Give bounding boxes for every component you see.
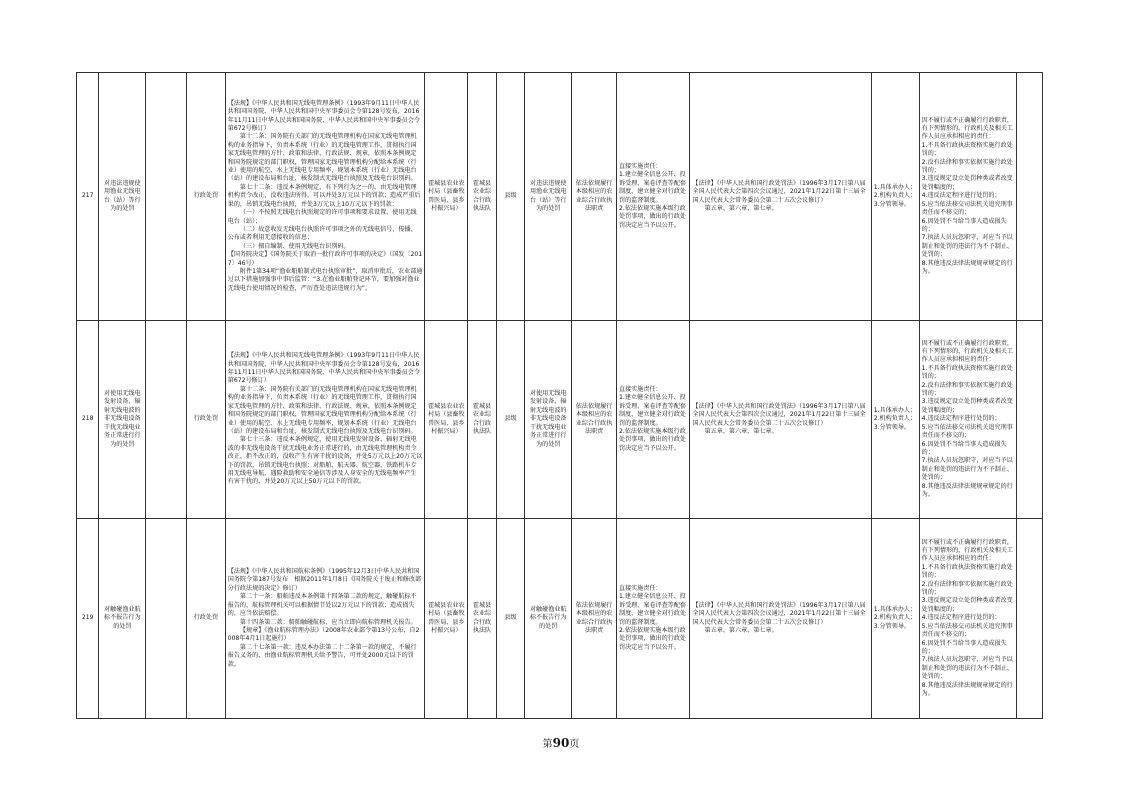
liability-cell-line: 4.违反法定程序进行处罚的； bbox=[921, 614, 1001, 622]
basis-cell bbox=[225, 73, 425, 321]
basis-cell bbox=[225, 321, 425, 519]
duties-cell bbox=[617, 73, 690, 321]
table-row bbox=[77, 321, 1043, 519]
exec-cell: 霍城县农业综合行政执法队 bbox=[468, 321, 497, 519]
item-cell: 对触碰渔业航标不报告行为的处罚 bbox=[525, 519, 572, 719]
acc-chapters: 第五章、第六章、第七章。 bbox=[704, 626, 778, 634]
liability-cell-line: 6.因处罚不当给当事人造成损失的； bbox=[921, 217, 1007, 233]
blank-cell bbox=[1017, 321, 1043, 519]
seq-cell: 218 bbox=[77, 321, 99, 519]
duties-cell-line: 1.建立健全信息公开、投诉受理、案卷评查等配套制度，建立健全对行政处罚的监督制度。 bbox=[619, 394, 687, 427]
blank-cell bbox=[146, 519, 187, 719]
page-prefix: 第 bbox=[542, 739, 553, 750]
liability-cell-line: 3.违反规定设立处罚种类或者改变处罚幅度的； bbox=[921, 597, 1013, 613]
type-cell: 行政处罚 bbox=[187, 73, 226, 321]
blank-cell bbox=[1017, 73, 1043, 321]
basis-line: （二）故意收发无线电台执照许可事项之外的无线电信号，传播、公布或者利用无意接收的信息； bbox=[227, 225, 417, 242]
duties-cell-line: 2.依法依规实施本级行政处罚事项，做出的行政处罚决定应当予以公开。 bbox=[619, 626, 687, 651]
org-cell: 霍城县农业农村局（县畜牧兽医局、县乡村振兴局） bbox=[425, 321, 468, 519]
liability-cell-line: 4.违反法定程序进行处罚的； bbox=[921, 192, 1001, 200]
authority-table bbox=[76, 72, 1043, 719]
duties-cell-line: 2.依法依规实施本级行政处罚事项，做出的行政处罚决定应当予以公开。 bbox=[619, 204, 687, 229]
liability-cell-line: 3.违反规定设立处罚种类或者改变处罚幅度的； bbox=[921, 175, 1013, 191]
acc-basis: 【法律】《中华人民共和国行政处罚法》（1996年3月17日第八届全国人民代表大会第四次会议通过，2021年1月22日第十三届全国人民代表大会常务委员会第二十五次会议修订） bbox=[692, 601, 866, 626]
liability-cell-line: 2.没有法律和事实依据实施行政处罚的； bbox=[921, 158, 1013, 175]
table-row bbox=[77, 519, 1043, 719]
subjects-cell-line: 2.机构负责人； bbox=[873, 415, 917, 423]
liability-cell-line: 因不履行或不正确履行行政职责，有下列情形的，行政机关及相关工作人员应承担相应的责任： bbox=[921, 339, 1014, 364]
subjects-cell-line: 1.具体承办人； bbox=[873, 406, 917, 414]
basis-line: 【法规】《中华人民共和国航标条例》（1995年12月3日中华人民共和国国务院令第187号发布 根据2011年1月8日《国务院关于废止和修改部分行政法规的决定》修订） bbox=[227, 568, 422, 592]
duties-cell bbox=[617, 321, 690, 519]
liability-cell-line: 6.因处罚不当给当事人造成损失的； bbox=[921, 440, 1007, 456]
liability-cell-line: 7.执法人员玩忽职守，对应当予以制止和处罚的违法行为不予制止、处罚的； bbox=[921, 234, 1014, 259]
basis-line: 【国务院决定】《国务院关于取消一批行政许可事项的决定》（国发〔2017〕46号） bbox=[227, 251, 423, 267]
subjects-cell-line: 2.机构负责人； bbox=[873, 614, 917, 622]
liability-cell-line: 1.不具备行政执法资格实施行政处罚的； bbox=[921, 364, 1013, 381]
name-cell: 对触碰渔业航标不报告行为的处罚 bbox=[99, 519, 146, 719]
blank-cell bbox=[1017, 519, 1043, 719]
blank-cell bbox=[146, 321, 187, 519]
liability-cell bbox=[919, 519, 1017, 719]
liability-cell-line: 5.应当依法移交司法机关追究刑事责任而不移交的； bbox=[921, 423, 1013, 440]
item-cell: 对违法违规使用渔业无线电台（站）等行为的处罚 bbox=[525, 73, 572, 321]
liability-cell-line: 6.因处罚不当给当事人造成损失的； bbox=[921, 639, 1007, 655]
subjects-cell bbox=[871, 519, 919, 719]
liability-cell-line: 8.其他违反法律法规规章规定的行为。 bbox=[921, 259, 1013, 275]
subjects-cell bbox=[871, 321, 919, 519]
level-cell: 县级 bbox=[496, 519, 525, 719]
duties-cell-line: 直接实施责任： bbox=[619, 385, 662, 393]
subjects-cell-line: 1.具体承办人； bbox=[873, 183, 917, 191]
duties-cell bbox=[617, 519, 690, 719]
liability-cell-line: 2.没有法律和事实依据实施行政处罚的； bbox=[921, 580, 1013, 597]
name-cell: 对使用无线电发射设备、辐射无线电波的非无线电设备干扰无线电业务正常进行行为的处罚 bbox=[99, 321, 146, 519]
liability-cell-line: 因不履行或不正确履行行政职责，有下列情形的，行政机关及相关工作人员应承担相应的责任： bbox=[921, 116, 1014, 141]
accountability-cell bbox=[690, 321, 871, 519]
liability-cell-line: 8.其他违反法律法规规章规定的行为。 bbox=[921, 681, 1013, 697]
basis-line: 【法规】《中华人民共和国无线电管理条例》（1993年9月11日中华人民共和国国务院、中华人民共和国中央军事委员会令第128号发布，2016年11月11日中华人民共和国国务院、中华人民共和国中央军事委员会令第672号修订） bbox=[227, 99, 420, 133]
basis-line: 第七十三条：违反本条例规定，使用无线电发射设备、辐射无线电波的非无线电设备干扰无线电业务正常进行的，由无线电管理机构责令改正，拒不改正的，没收产生有害干扰的设备，并处5万元以上20万元以下的罚款，吊销无线电台执照；对船舶、航天器、航空器、铁路机车专用无线电导航、遇险救助和安全通信等涉及人身安全的无线电频率产生有害干扰的，并处20万元以上50万元以下的罚款。 bbox=[227, 436, 423, 486]
basis-line: （一）不按照无线电台执照规定的许可事项和要求设置、使用无线电台（站）； bbox=[227, 209, 417, 225]
acc-basis: 【法律】《中华人民共和国行政处罚法》（1996年3月17日第八届全国人民代表大会第四次会议通过，2021年1月22日第十三届全国人民代表大会常务委员会第二十五次会议修订） bbox=[692, 402, 866, 427]
basis-line: 第二十七条第一款：违反本办法第二十二条第一款的规定，不履行报告义务的，由渔业航标管理机关给予警告，可并处2000元以下的罚款。 bbox=[227, 643, 417, 668]
basis-line: 【法规】《中华人民共和国无线电管理条例》（1993年9月11日中华人民共和国国务院、中华人民共和国中央军事委员会令第128号发布，2016年11月11日中华人民共和国国务院、中华人民共和国中央军事委员会令第672号修订） bbox=[227, 352, 420, 385]
duties-cell-line: 2.依法依规实施本级行政处罚事项，做出的行政处罚决定应当予以公开。 bbox=[619, 427, 687, 452]
basis-line: 附件1第34项“渔业船舶制式电台执照审批”，取消审批后，农业部通过以下措施加强事中事后监管：“3.在渔业船舶登记环节，要加强对渔业无线电台使用情况的检查，严厉查处违法违规行为”。 bbox=[227, 267, 423, 292]
level-cell: 县级 bbox=[496, 321, 525, 519]
type-cell: 行政处罚 bbox=[187, 321, 226, 519]
table-row bbox=[77, 73, 1043, 321]
duties-cell-line: 直接实施责任： bbox=[619, 162, 662, 170]
accountability-cell bbox=[690, 519, 871, 719]
basis-line: 第十二条：国务院有关部门的无线电管理机构在国家无线电管理机构的业务指导下，负责本系统（行业）的无线电管理工作，贯彻执行国家无线电管理的方针、政策和法律、行政法规、规章，依照本条例规定和国务院规定的部门职权，管理国家无线电管理机构分配给本系统（行业）使用的航空、水上无线电专用频率，规划本系统（行业）无线电台（站）的建设布局和台址，核发制式无线电台执照及无线电台识别码。 bbox=[227, 385, 417, 435]
exec-cell: 霍城县农业综合行政执法队 bbox=[468, 73, 497, 321]
basis-line: 第二十一条：船舶违反本条例第十四条第二款的规定，触碰航标不报告的，航标管理机关可以根据情节处以2万元以下的罚款；造成损失的，应当依法赔偿。 bbox=[227, 593, 417, 618]
liability-cell-line: 1.不具备行政执法资格实施行政处罚的； bbox=[921, 141, 1013, 158]
subjects-cell-line: 2.机构负责人； bbox=[873, 192, 917, 200]
subjects-cell-line: 3.分管领导。 bbox=[873, 622, 911, 630]
page-suffix: 页 bbox=[569, 739, 580, 750]
basis-line: （三）擅自编制、使用无线电台识别码。 bbox=[239, 242, 350, 250]
subjects-cell-line: 3.分管领导。 bbox=[873, 423, 911, 431]
duty-basis-cell: 依法依规履行本级相应的农业综合行政执法职责 bbox=[572, 73, 617, 321]
acc-chapters: 第五章、第六章、第七章。 bbox=[704, 204, 778, 212]
liability-cell-line: 8.其他违反法律法规规章规定的行为。 bbox=[921, 482, 1013, 498]
duties-cell-line: 直接实施责任： bbox=[619, 584, 662, 592]
basis-line: 【规章】《渔业航标管理办法》（2008年农业部令第13号公布，自2008年4月1日起施行） bbox=[227, 626, 420, 643]
seq-cell: 219 bbox=[77, 519, 99, 719]
subjects-cell-line: 1.具体承办人； bbox=[873, 605, 917, 613]
liability-cell-line: 4.违反法定程序进行处罚的； bbox=[921, 415, 1001, 423]
basis-line: 第十四条第二款：船舶触碰航标，应当立即向航标管理机关报告。 bbox=[239, 618, 417, 626]
seq-cell: 217 bbox=[77, 73, 99, 321]
liability-cell-line: 2.没有法律和事实依据实施行政处罚的； bbox=[921, 381, 1013, 398]
liability-cell-line: 1.不具备行政执法资格实施行政处罚的； bbox=[921, 563, 1013, 580]
accountability-cell bbox=[690, 73, 871, 321]
name-cell: 对违法违规使用渔业无线电台（站）等行为的处罚 bbox=[99, 73, 146, 321]
basis-line: 第七十二条：违反本条例规定，有下列行为之一的，由无线电管理机构责令改正，没收违法所得，可以并处3万元以下的罚款；造成严重后果的，吊销无线电台执照，并处3万元以上10万元以下的罚款： bbox=[227, 183, 421, 208]
liability-cell-line: 3.违反规定设立处罚种类或者改变处罚幅度的； bbox=[921, 398, 1013, 414]
subjects-cell-line: 3.分管领导。 bbox=[873, 200, 911, 208]
page-num: 90 bbox=[552, 736, 570, 750]
basis-line: 第十二条：国务院有关部门的无线电管理机构在国家无线电管理机构的业务指导下，负责本系统（行业）的无线电管理工作，贯彻执行国家无线电管理的方针、政策和法律、行政法规、规章，依照本条例规定和国务院规定的部门职权，管理国家无线电管理机构分配给本系统（行业）使用的航空、水上无线电专用频率，规划本系统（行业）无线电台（站）的建设布局和台址，核发制式无线电台执照及无线电台识别码。 bbox=[227, 133, 417, 183]
org-cell: 霍城县农业农村局（县畜牧兽医局、县乡村振兴局） bbox=[425, 519, 468, 719]
subjects-cell bbox=[871, 73, 919, 321]
liability-cell-line: 7.执法人员玩忽职守，对应当予以制止和处罚的违法行为不予制止、处罚的； bbox=[921, 656, 1014, 681]
level-cell: 县级 bbox=[496, 73, 525, 321]
liability-cell-line: 5.应当依法移交司法机关追究刑事责任而不移交的； bbox=[921, 622, 1013, 639]
page-number bbox=[0, 735, 1122, 750]
acc-basis: 【法律】《中华人民共和国行政处罚法》（1996年3月17日第八届全国人民代表大会第四次会议通过，2021年1月22日第十三届全国人民代表大会常务委员会第二十五次会议修订） bbox=[692, 179, 866, 204]
org-cell: 霍城县农业农村局（县畜牧兽医局、县乡村振兴局） bbox=[425, 73, 468, 321]
type-cell: 行政处罚 bbox=[187, 519, 226, 719]
duties-cell-line: 1.建立健全信息公开、投诉受理、案卷评查等配套制度，建立健全对行政处罚的监督制度。 bbox=[619, 593, 687, 626]
liability-cell-line: 5.应当依法移交司法机关追究刑事责任而不移交的； bbox=[921, 200, 1013, 217]
basis-cell bbox=[225, 519, 425, 719]
liability-cell bbox=[919, 73, 1017, 321]
duty-basis-cell: 依法依规履行本级相应的农业综合行政执法职责 bbox=[572, 321, 617, 519]
acc-chapters: 第五章、第六章、第七章。 bbox=[704, 427, 778, 435]
liability-cell-line: 7.执法人员玩忽职守，对应当予以制止和处罚的违法行为不予制止、处罚的； bbox=[921, 457, 1014, 482]
duties-cell-line: 1.建立健全信息公开、投诉受理、案卷评查等配套制度，建立健全对行政处罚的监督制度。 bbox=[619, 171, 687, 204]
item-cell: 对使用无线电发射设备、辐射无线电波的非无线电设备干扰无线电业务正常进行行为的处罚 bbox=[525, 321, 572, 519]
liability-cell bbox=[919, 321, 1017, 519]
exec-cell: 霍城县农业综合行政执法队 bbox=[468, 519, 497, 719]
liability-cell-line: 因不履行或不正确履行行政职责，有下列情形的，行政机关及相关工作人员应承担相应的责任： bbox=[921, 538, 1014, 563]
blank-cell bbox=[146, 73, 187, 321]
duty-basis-cell: 依法依规履行本级相应的农业综合行政执法职责 bbox=[572, 519, 617, 719]
